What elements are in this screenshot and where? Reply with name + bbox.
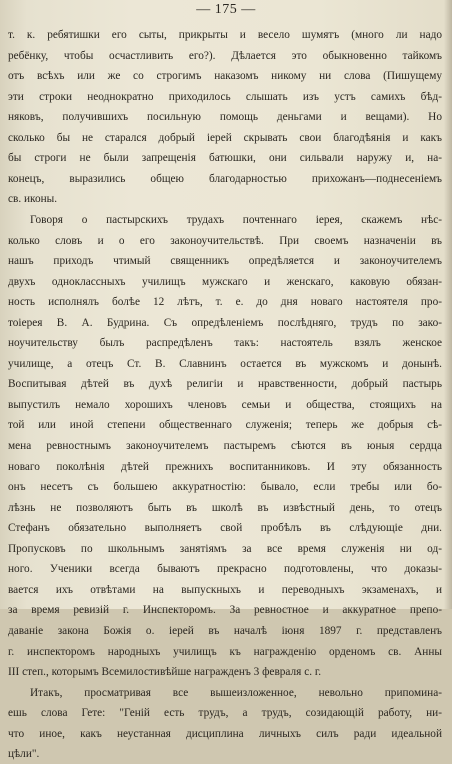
text-line [0, 415, 452, 435]
text-line [0, 642, 452, 662]
text-line [0, 272, 452, 292]
text-line-content: ность исполнялъ болѣе 12 лѣтъ, т. е. до дня новаго настоятеля про- [8, 296, 442, 309]
text-line-content: ного. Ученики всегда бываютъ прекрасно подготовлены, что доказы- [8, 563, 442, 576]
text-line-content: за время ревизій г. Инспекторомъ. За ревностное и аккуратное препо- [8, 604, 442, 617]
text-line-content: тоiерея В. А. Будрина. Съ опредѣленіемъ послѣдняго, трудъ по зако- [8, 316, 442, 329]
text-line-content: сколько бы не старался добрый iерей скрывать свои благодѣянія и какъ [8, 131, 442, 144]
text-line-content: т. к. ребятишки его сыты, прикрыты и весело шумятъ (много ли надо [8, 29, 442, 41]
text-line [0, 292, 452, 312]
text-line-content: цѣли". [8, 748, 40, 761]
text-line-content: онъ несетъ съ большею аккуратностію: бывало, если требы или бо- [8, 481, 442, 494]
text-line-content: двухъ одноклассныхъ училищъ мужскаго и женскаго, каковую обязан- [8, 275, 442, 288]
page-edge-shadow [444, 0, 452, 609]
text-line-content: новаго поколѣнія дѣтей прежнихъ воспитанниковъ. И эту обязанность [8, 460, 442, 473]
text-line [0, 436, 452, 456]
text-line [0, 231, 452, 251]
text-line [0, 313, 452, 333]
text-line [0, 498, 452, 518]
text-line [0, 374, 452, 394]
text-line [0, 662, 452, 682]
text-line-content: мена ревностнымъ законоучителемъ пастыремъ сѣются въ юныя сердца [8, 440, 442, 452]
text-line-content: св. иконы. [8, 193, 58, 206]
text-line-content: Итакъ, просматривая все вышеизложенное, невольно припомина- [30, 686, 442, 699]
text-line [0, 539, 452, 559]
text-line [0, 580, 452, 600]
text-line [0, 66, 452, 86]
text-line-content: колько словъ и о его законоучительствѣ. При своемъ назначеніи въ [8, 234, 442, 247]
text-line [0, 169, 452, 189]
text-line [0, 744, 452, 764]
text-line [0, 559, 452, 579]
text-line-content: даваніе закона Божія о. iерей въ началѣ iюня 1897 г. представленъ [8, 624, 442, 637]
text-line [0, 148, 452, 168]
text-line-content: конецъ, выразились общею благодарностью прихожанъ—поднесеніемъ [8, 172, 442, 185]
text-line [0, 395, 452, 415]
text-line [0, 683, 452, 703]
text-line-content: выпустилъ немало хорошихъ членовъ семьи и общества, стоящихъ на [8, 398, 442, 411]
text-line [0, 210, 452, 230]
text-line-content: Воспитывая дѣтей въ духѣ религіи и нравственности, добрый пастырь [8, 378, 442, 391]
text-line-content: Пропусковъ по школьнымъ занятіямъ за все время служенія ни од- [8, 542, 442, 555]
text-line-content: няковъ, получившихъ посильную помощь деньгами и вещами). Но [8, 111, 442, 124]
text-line [0, 354, 452, 374]
text-line [0, 621, 452, 641]
text-line-content: г. инспекторомъ народныхъ училищъ къ награжденію орденомъ св. Анны [8, 645, 442, 658]
text-line-content: училище, а отецъ Ст. В. Славнинъ остается въ мужскомъ и донынѣ. [8, 357, 442, 370]
text-line [0, 333, 452, 353]
text-line-content: ноучительству былъ распредѣленъ такъ: настоятель взялъ женское [8, 337, 442, 350]
text-line [0, 600, 452, 620]
text-line-content: III степ., которымъ Всемилостивѣйше награжденъ 3 февраля с. г. [8, 666, 322, 679]
text-line [0, 477, 452, 497]
text-line [0, 87, 452, 107]
text-line-content: что иное, какъ неустанная дисциплина личныхъ силъ ради идеальной [8, 727, 442, 740]
text-line [0, 189, 452, 209]
text-line [0, 251, 452, 271]
text-line-content: Стефанъ обязательно выполняетъ свой пробѣлъ въ слѣдующіе дни. [8, 522, 442, 535]
text-line [0, 518, 452, 538]
text-line [0, 703, 452, 723]
text-line-content: нашъ приходъ чтимый священникъ опредѣляется и законоучителемъ [8, 255, 442, 268]
text-line-content: вается ихъ отвѣтами на выпускныхъ и переводныхъ экзаменахъ, и [8, 583, 442, 596]
page-number: — 175 — [196, 2, 256, 17]
text-line [0, 107, 452, 127]
text-line-content: той или иной степени общественнаго служенія; теперь же добрыя сѣ- [8, 419, 442, 432]
text-line [0, 457, 452, 477]
text-line [0, 46, 452, 66]
text-line [0, 25, 452, 45]
text-line-content: Говоря о пастырскихъ трудахъ почтеннаго iерея, скажемъ нѣс- [30, 213, 442, 226]
text-line [0, 724, 452, 744]
text-line [0, 128, 452, 148]
text-line-content: бы строги не были запрещенія батюшки, они сильвали наружу и, на- [8, 152, 442, 165]
text-line-content: отъ всѣхъ или же со строгимъ наказомъ никому ни слова (Пишущему [8, 70, 442, 83]
text-line-content: ребёнку, чтобы осчастливить его?). Дѣлается это обыкновенно тайкомъ [8, 49, 442, 62]
text-line-content: ешь слова Гете: "Геній есть трудъ, а трудъ, созидающій работу, ни- [8, 707, 442, 720]
text-line-content: эти строки неоднократно приходилось слышать изъ устъ самихъ бѣд- [8, 90, 442, 103]
text-line-content: лѣзнь не позволяютъ быть въ школѣ въ извѣстный день, то отецъ [8, 501, 442, 514]
